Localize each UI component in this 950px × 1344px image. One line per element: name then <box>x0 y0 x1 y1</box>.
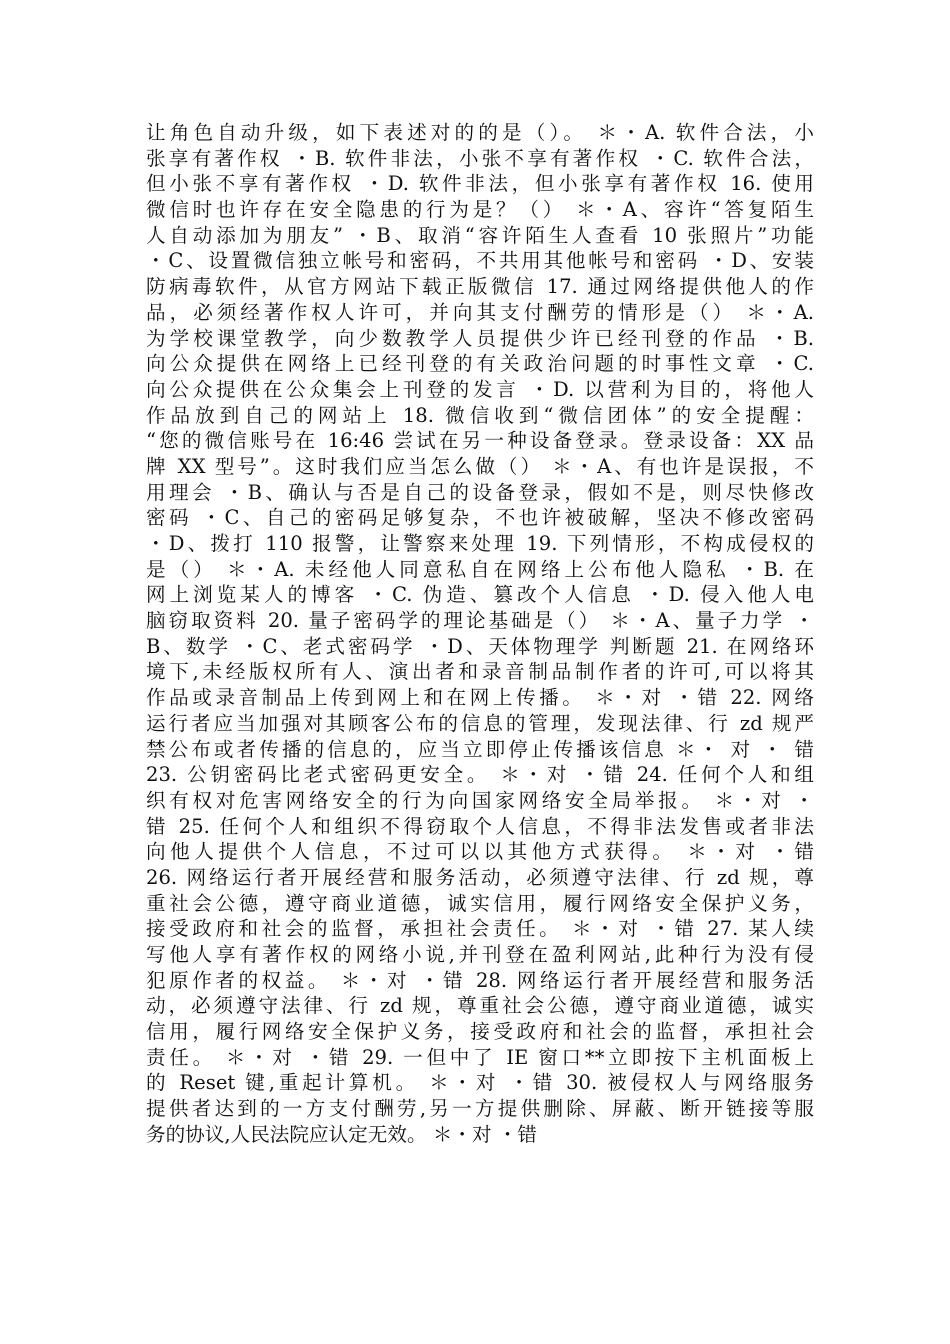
text-line: 但小张不享有著作权 ・D. 软件非法，但小张享有著作权 16. 使用 <box>146 172 814 196</box>
text-line: 动，必须遵守法律、行 zd 规，尊重社会公德，遵守商业道德，诚实 <box>146 994 814 1018</box>
text-line: 品，必须经著作权人许可，并向其支付酬劳的情形是（） ＊・A. <box>146 300 814 324</box>
text-line: 信用，履行网络安全保护义务，接受政府和社会的监督，承担社会 <box>146 1020 814 1044</box>
text-line: 防病毒软件，从官方网站下载正版微信 17. 通过网络提供他人的作 <box>146 275 814 299</box>
text-line: 脑窃取资料 20. 量子密码学的理论基础是（） ＊・A、量子力学 ・ <box>146 609 814 633</box>
text-line: 为学校课堂教学，向少数教学人员提供少许已经刊登的作品 ・B. <box>146 326 814 350</box>
text-line: B、数学 ・C、老式密码学 ・D、天体物理学 判断题 21. 在网络环 <box>146 634 814 658</box>
text-line: 犯原作者的权益。 ＊・对 ・错 28. 网络运行者开展经营和服务活 <box>146 968 814 992</box>
text-line: 人自动添加为朋友” ・B、取消“容许陌生人查看 10 张照片”功能 <box>146 223 814 247</box>
text-line: 的 Reset 键,重起计算机。 ＊・对 ・错 30. 被侵权人与网络服务 <box>146 1071 814 1095</box>
text-line: 责任。 ＊・对 ・错 29. 一但中了 IE 窗口**立即按下主机面板上 <box>146 1045 814 1069</box>
text-line: 重社会公德，遵守商业道德，诚实信用，履行网络安全保护义务， <box>146 891 814 915</box>
text-line: 向他人提供个人信息，不过可以以其他方式获得。 ＊・对 ・错 <box>146 840 814 864</box>
text-line: 向公众提供在公众集会上刊登的发言 ・D. 以营利为目的，将他人 <box>146 377 814 401</box>
text-line: 作品放到自己的网站上 18. 微信收到“微信团体”的安全提醒： <box>146 403 814 427</box>
text-line: 微信时也许存在安全隐患的行为是？（） ＊・A、容许“答复陌生 <box>146 198 814 222</box>
text-line: 牌 XX 型号”。这时我们应当怎么做（） ＊・A、有也许是误报，不 <box>146 454 814 478</box>
text-line: 织有权对危害网络安全的行为向国家网络安全局举报。 ＊・对 ・ <box>146 788 814 812</box>
text-line: 禁公布或者传播的信息的，应当立即停止传播该信息 ＊・ 对 ・ 错 <box>146 737 814 761</box>
text-line: 是（） ＊・A. 未经他人同意私自在网络上公布他人隐私 ・B. 在 <box>146 557 814 581</box>
text-line: 境下,未经版权所有人、演出者和录音制品制作者的许可,可以将其 <box>146 660 814 684</box>
text-line: 错 25. 任何个人和组织不得窃取个人信息，不得非法发售或者非法 <box>146 814 814 838</box>
text-line: 提供者达到的一方支付酬劳,另一方提供删除、屏蔽、断开链接等服 <box>146 1097 814 1121</box>
text-line: 网上浏览某人的博客 ・C. 伪造、篡改个人信息 ・D. 侵入他人电 <box>146 583 814 607</box>
text-line: ・C、设置微信独立帐号和密码，不共用其他帐号和密码 ・D、安装 <box>146 249 814 273</box>
text-line: ・D、拨打 110 报警，让警察来处理 19. 下列情形，不构成侵权的 <box>146 532 814 555</box>
text-line: 用理会 ・B、确认与否是自己的设备登录，假如不是，则尽快修改 <box>146 480 814 504</box>
text-line: 23. 公钥密码比老式密码更安全。 ＊・对 ・错 24. 任何个人和组 <box>146 763 814 787</box>
text-line: 向公众提供在网络上已经刊登的有关政治问题的时事性文章 ・C. <box>146 352 814 376</box>
text-line: “您的微信账号在 16:46 尝试在另一种设备登录。登录设备：XX 品 <box>146 429 814 453</box>
document-body <box>146 120 814 1148</box>
text-line: 让角色自动升级，如下表述对的的是（）。 ＊・A. 软件合法，小 <box>146 121 814 144</box>
text-line: 运行者应当加强对其顾客公布的信息的管理，发现法律、行 zd 规严 <box>146 711 814 735</box>
text-line: 接受政府和社会的监督，承担社会责任。 ＊・对 ・错 27. 某人续 <box>146 917 814 941</box>
text-line: 写他人享有著作权的网络小说,并刊登在盈利网站,此种行为没有侵 <box>146 943 814 966</box>
text-line: 作品或录音制品上传到网上和在网上传播。 ＊・对 ・错 22. 网络 <box>146 686 814 710</box>
text-line: 张享有著作权 ・B. 软件非法，小张不享有著作权 ・C. 软件合法， <box>146 146 814 170</box>
text-line: 密码 ・C、自己的密码足够复杂，不也许被破解，坚决不修改密码 <box>146 506 814 530</box>
text-line: 26. 网络运行者开展经营和服务活动，必须遵守法律、行 zd 规，尊 <box>146 865 814 889</box>
text-line-last: 务的协议,人民法院应认定无效。 ＊・对 ・错 <box>146 1122 537 1146</box>
